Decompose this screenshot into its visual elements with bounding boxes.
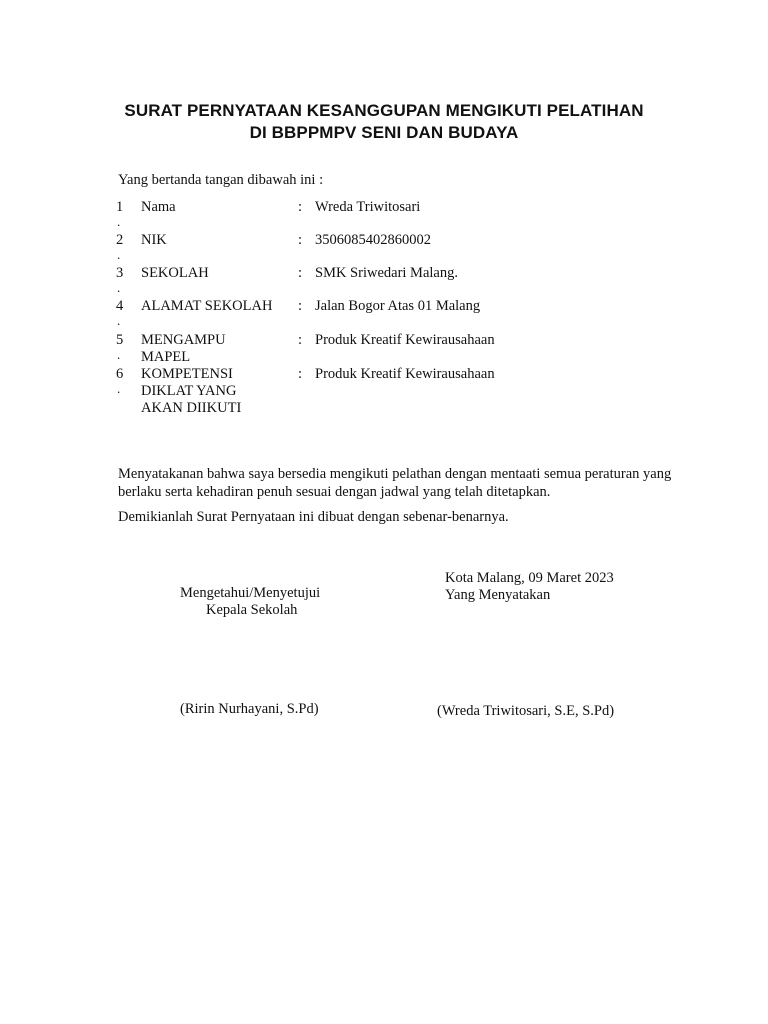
field-label: KOMPETENSI DIKLAT YANG AKAN DIIKUTI bbox=[141, 366, 242, 416]
statement-paragraph: Menyatakanan bahwa saya bersedia mengikuti pelathan dengan mentaati semua peraturan yang berlaku serta kehadiran penuh sesuai dengan jadwal yang telah ditetapkan. bbox=[118, 466, 672, 500]
field-label: SEKOLAH bbox=[141, 265, 209, 281]
field-colon: : bbox=[298, 199, 303, 215]
approval-label: Mengetahui/Menyetujui bbox=[180, 585, 321, 601]
field-colon: : bbox=[298, 232, 303, 248]
field-number-dot: . bbox=[117, 214, 121, 229]
field-number-dot: . bbox=[117, 247, 121, 262]
field-number: 6 bbox=[116, 366, 124, 382]
intro-text: Yang bertanda tangan dibawah ini : bbox=[118, 172, 324, 188]
field-colon: : bbox=[298, 332, 303, 348]
field-number: 5 bbox=[116, 332, 124, 348]
field-value: Wreda Triwitosari bbox=[315, 199, 421, 215]
field-value: SMK Sriwedari Malang. bbox=[315, 265, 458, 281]
field-value: Jalan Bogor Atas 01 Malang bbox=[315, 298, 481, 314]
field-number-dot: . bbox=[117, 313, 121, 328]
field-number: 2 bbox=[116, 232, 124, 248]
principal-name: (Ririn Nurhayani, S.Pd) bbox=[180, 701, 319, 717]
field-number-dot: . bbox=[117, 381, 121, 396]
principal-title: Kepala Sekolah bbox=[206, 602, 298, 618]
declarer-name: (Wreda Triwitosari, S.E, S.Pd) bbox=[437, 703, 615, 719]
field-label: Nama bbox=[141, 199, 176, 215]
field-number-dot: . bbox=[117, 347, 121, 362]
field-colon: : bbox=[298, 366, 303, 382]
document-title-line1: SURAT PERNYATAAN KESANGGUPAN MENGIKUTI PELATIHAN bbox=[124, 101, 644, 120]
field-value: 3506085402860002 bbox=[315, 232, 431, 248]
closing-paragraph: Demikianlah Surat Pernyataan ini dibuat dengan sebenar-benarnya. bbox=[118, 509, 509, 525]
field-number-dot: . bbox=[117, 280, 121, 295]
field-number: 4 bbox=[116, 298, 124, 314]
field-value: Produk Kreatif Kewirausahaan bbox=[315, 366, 495, 382]
field-label: ALAMAT SEKOLAH bbox=[141, 298, 273, 314]
field-label: NIK bbox=[141, 232, 167, 248]
field-colon: : bbox=[298, 298, 303, 314]
field-value: Produk Kreatif Kewirausahaan bbox=[315, 332, 495, 348]
place-date: Kota Malang, 09 Maret 2023 bbox=[445, 570, 614, 586]
document-title-line2: DI BBPPMPV SENI DAN BUDAYA bbox=[249, 123, 519, 142]
field-label: MENGAMPU MAPEL bbox=[141, 332, 226, 365]
field-number: 1 bbox=[116, 199, 124, 215]
declarer-title: Yang Menyatakan bbox=[445, 587, 551, 603]
field-colon: : bbox=[298, 265, 303, 281]
field-number: 3 bbox=[116, 265, 124, 281]
